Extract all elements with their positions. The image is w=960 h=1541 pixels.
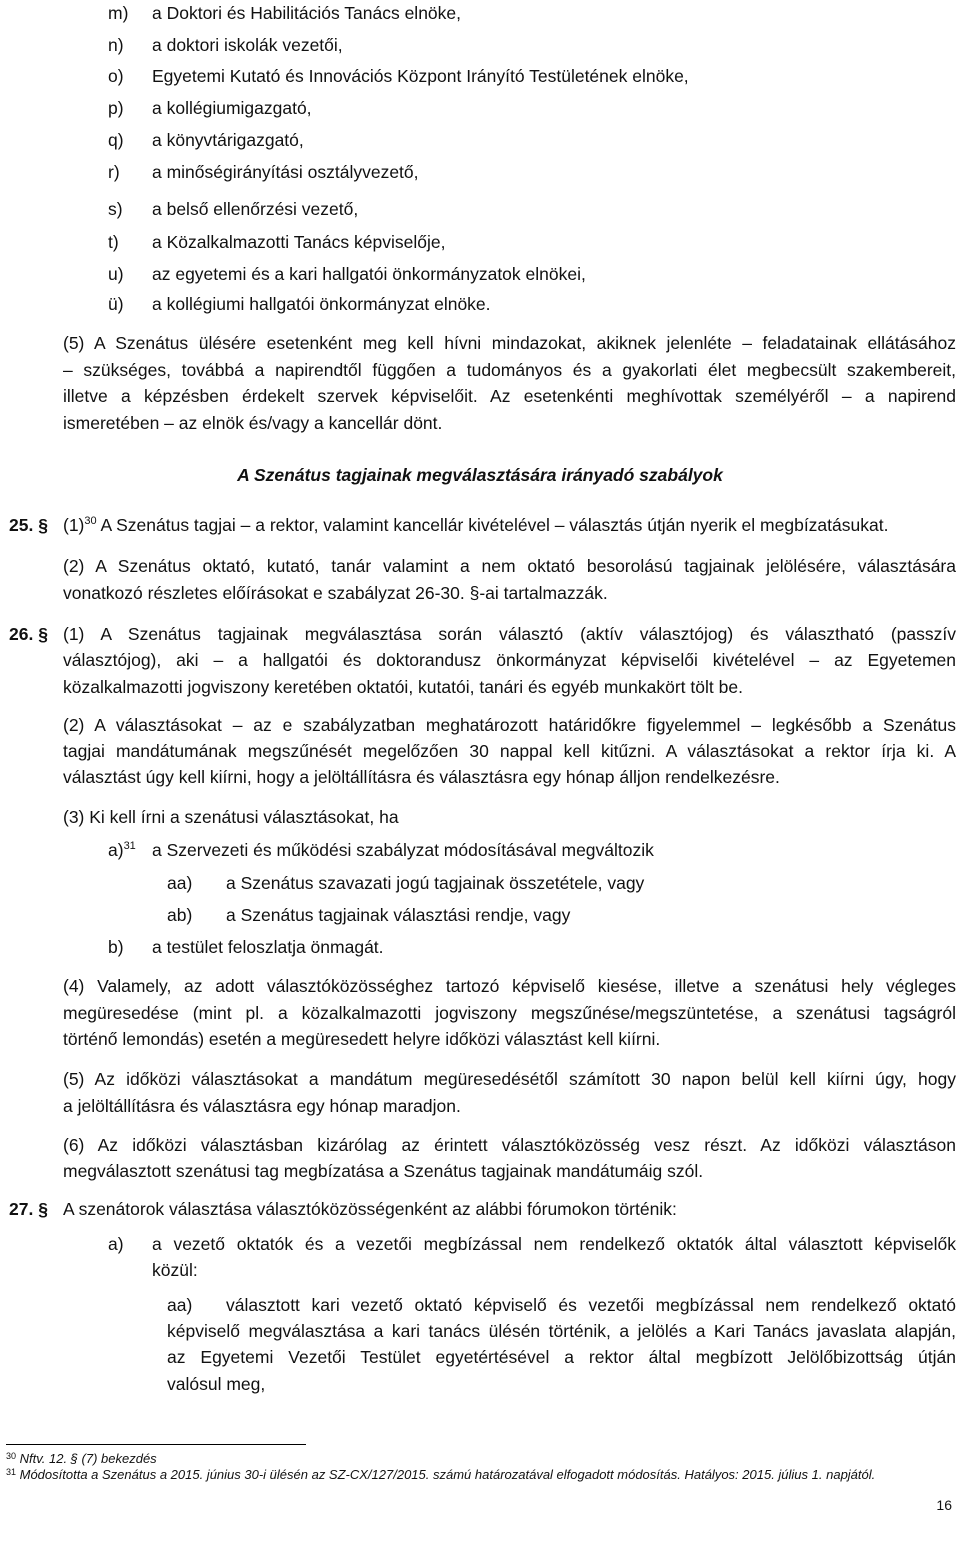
- list-item-line: választott kari vezető oktató képviselő és vezetői megbízással nem rendelkező oktató: [226, 1295, 956, 1315]
- list-item: a Szenátus tagjainak választási rendje, vagy: [226, 905, 571, 925]
- paragraph-25-1: [63, 512, 888, 538]
- list-label: s): [108, 199, 123, 219]
- footnote-31: $^{31}$ Módosította a Szenátus a 2015. június 30-i ülésén az SZ-CX/127/2015. számú határozatával elfogadott módosítás. Hatályos: 2015. július 1. napjától.: [6, 1467, 876, 1482]
- paragraph-text: A Szenátus tagjai – a rektor, valamint kancellár kivételével – választás útján nyerik el megbízatásukat.: [96, 515, 889, 535]
- list-label: p): [108, 98, 124, 118]
- paragraph-line: megüresedése (mint pl. a közalkalmazotti jogviszony megszűnése/megszüntetése, a szenátusi tagságról: [63, 1003, 956, 1023]
- list-item: a Doktori és Habilitációs Tanács elnöke,: [152, 3, 462, 23]
- list-label: a)$^{31}$: [108, 840, 136, 860]
- paragraph-line: (6) Az időközi választásban kizárólag az érintett választóközösség vesz részt. Az időközi választáson: [63, 1135, 956, 1155]
- page-number: 16: [936, 1497, 952, 1513]
- footnote-ref-31[interactable]: 31: [123, 840, 136, 852]
- list-item-line: képviselő megválasztása a kari tanács ülésén történik, a jelölés a Kari Tanács javaslata alapján,: [167, 1321, 956, 1341]
- list-label: t): [108, 232, 119, 252]
- list-label: a): [108, 1234, 124, 1254]
- list-label: aa): [167, 873, 193, 893]
- list-item: a minőségirányítási osztályvezető,: [152, 162, 419, 182]
- list-label: u): [108, 264, 124, 284]
- paragraph-line: illetve a képzésben érdekelt szervek képviselőit. Az esetenkénti meghívottak személyéről – a napirend: [63, 386, 956, 406]
- list-label: q): [108, 130, 124, 150]
- list-label: n): [108, 35, 124, 55]
- footnote-ref-30[interactable]: 30: [84, 515, 97, 527]
- list-item: a Szenátus szavazati jogú tagjainak összetétele, vagy: [226, 873, 645, 893]
- section-number-26: 26. §: [9, 624, 48, 644]
- list-label: r): [108, 162, 120, 182]
- list-item: a belső ellenőrzési vezető,: [152, 199, 359, 219]
- list-item: a Szervezeti és működési szabályzat módosításával megváltozik: [152, 840, 654, 860]
- list-item-line: valósul meg,: [167, 1374, 266, 1394]
- list-item: a doktori iskolák vezetői,: [152, 35, 343, 55]
- paragraph-line: (5) A Szenátus ülésére esetenként meg kell hívni mindazokat, akiknek jelenléte – feladatainak ellátásához: [63, 333, 956, 353]
- footnote-30: $^{30}$ Nftv. 12. § (7) bekezdés: [6, 1451, 157, 1466]
- list-label: b): [108, 937, 124, 957]
- list-item-line: közül:: [152, 1260, 198, 1280]
- paragraph-line: közalkalmazotti jogviszony keretében oktatói, kutatói, tanári és egyéb munkakört tölt be.: [63, 677, 743, 697]
- list-item: a Közalkalmazotti Tanács képviselője,: [152, 232, 446, 252]
- list-item: az egyetemi és a kari hallgatói önkormányzatok elnökei,: [152, 264, 586, 284]
- paragraph-line: tagjai mandátumának megszűnését megelőzően 30 nappal kell kitűzni. A választásokat a rektor írja ki. A: [63, 741, 956, 761]
- list-item-line: a vezető oktatók és a vezetői megbízással nem rendelkező oktatók által választott képviselők: [152, 1234, 956, 1254]
- paragraph-27-intro: A szenátorok választása választóközösségenként az alábbi fórumokon történik:: [63, 1199, 677, 1219]
- paragraph-line: választójog), aki – a hallgatói és doktorandusz önkormányzat képviselői kivételével – az Egyetemen: [63, 650, 956, 670]
- paragraph-line: megválasztott szenátusi tag megbízatása a Szenátus tagjainak mandátumáig szól.: [63, 1161, 704, 1181]
- list-label: ab): [167, 905, 193, 925]
- paragraph-line: (1) A Szenátus tagjainak megválasztása során választó (aktív választójog) és választható (passzív: [63, 624, 956, 644]
- list-item: a testület feloszlatja önmagát.: [152, 937, 384, 957]
- paragraph-line: (5) Az időközi választásokat a mandátum megüresedésétől számított 30 napon belül kell kiírni úgy, hogy: [63, 1069, 956, 1089]
- paragraph-line: választást úgy kell kiírni, hogy a jelöltállításra és választásra egy hónap álljon rendelkezésre.: [63, 767, 780, 787]
- paragraph-line: – szükséges, továbbá a napirendtől függően a tudományos és a gyakorlati élet megbecsült szakembereit,: [63, 360, 956, 380]
- paragraph-line: (2) A választásokat – az e szabályzatban meghatározott határidőkre figyelemmel – legkésőbb a Szenátus: [63, 715, 956, 735]
- list-label: o): [108, 66, 124, 86]
- section-heading: A Szenátus tagjainak megválasztására irányadó szabályok: [237, 465, 723, 485]
- list-item: a kollégiumi hallgatói önkormányzat elnöke.: [152, 294, 491, 314]
- paragraph-line: a jelöltállításra és választásra egy hónap maradjon.: [63, 1096, 461, 1116]
- paragraph-line: ismeretében – az elnök és/vagy a kancellár dönt.: [63, 413, 443, 433]
- section-number-25: 25. §: [9, 515, 48, 535]
- paragraph-line: történő lemondás) esetén a megüresedett helyre időközi választást kell kiírni.: [63, 1029, 661, 1049]
- list-label: m): [108, 3, 129, 23]
- list-item: a kollégiumigazgató,: [152, 98, 312, 118]
- list-label: ü): [108, 294, 124, 314]
- paragraph-26-3-intro: (3) Ki kell írni a szenátusi választásokat, ha: [63, 807, 399, 827]
- list-item: a könyvtárigazgató,: [152, 130, 304, 150]
- footnote-divider: [6, 1444, 306, 1445]
- section-number-27: 27. §: [9, 1199, 48, 1219]
- list-item: Egyetemi Kutató és Innovációs Központ Irányító Testületének elnöke,: [152, 66, 689, 86]
- paragraph-line: (4) Valamely, az adott választóközösséghez tartozó képviselő kiesése, illetve a szenátusi hely végleges: [63, 976, 956, 996]
- list-label: aa): [167, 1295, 193, 1315]
- paragraph-line: vonatkozó részletes előírásokat e szabályzat 26-30. §-ai tartalmazzák.: [63, 583, 608, 603]
- paragraph-line: (2) A Szenátus oktató, kutató, tanár valamint a nem oktató besorolású tagjainak jelölésére, választására: [63, 556, 956, 576]
- paragraph-prefix: (1): [63, 515, 85, 535]
- list-item-line: az Egyetemi Vezetői Testület egyetértésével a rektor által megbízott Jelölőbizottság útján: [167, 1347, 956, 1367]
